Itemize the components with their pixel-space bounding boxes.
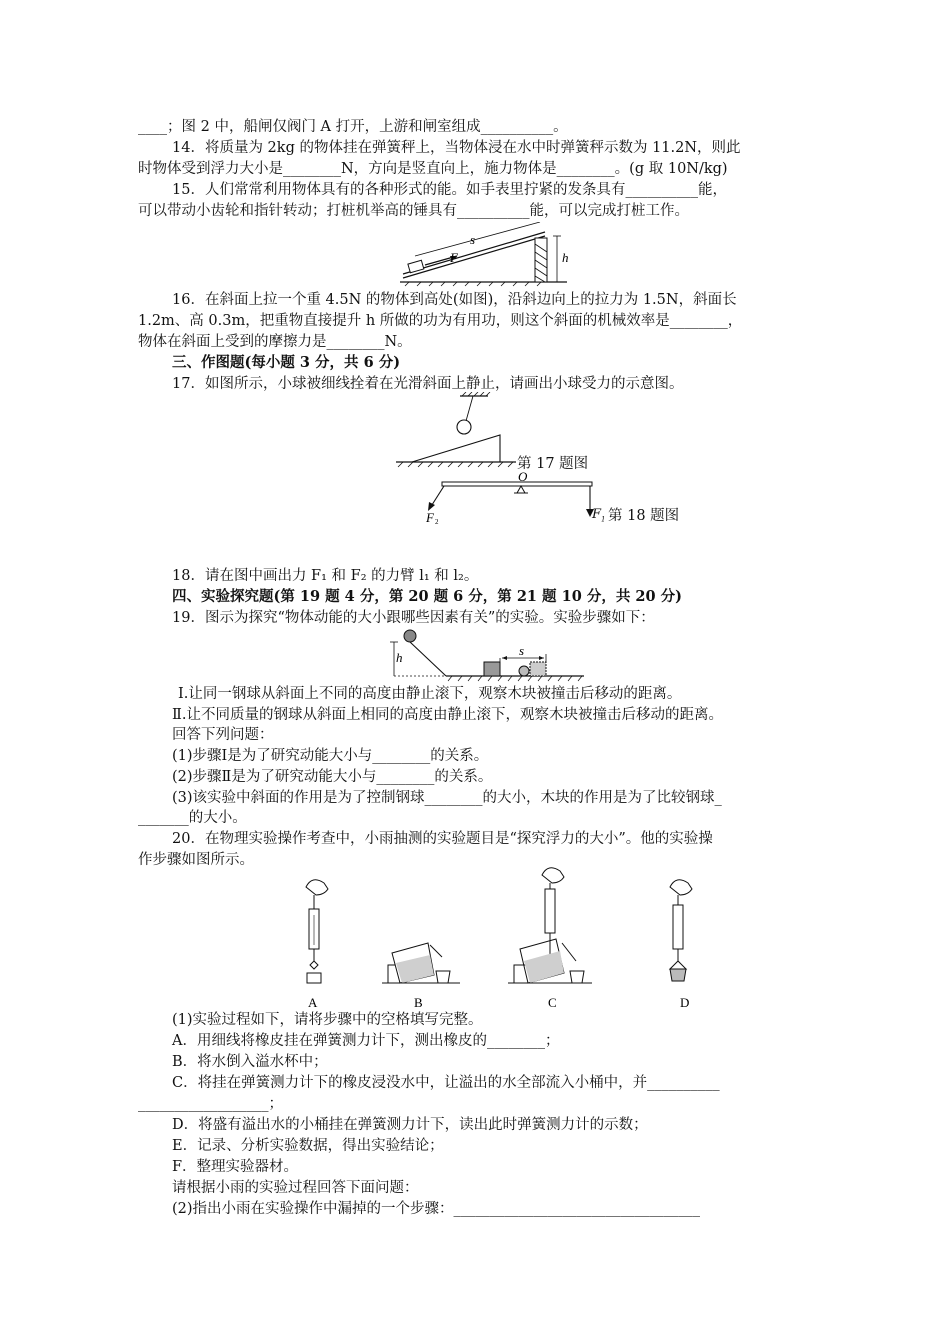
q19-sub-2: (2)步骤Ⅱ是为了研究动能大小与________的关系。 — [172, 769, 493, 785]
label-D: D — [680, 995, 690, 1010]
label-A: A — [308, 995, 318, 1010]
q20-step-E: E．记录、分析实验数据，得出实验结论； — [172, 1138, 444, 1154]
q20-question-intro: 请根据小雨的实验过程回答下面问题： — [172, 1180, 419, 1196]
incline-figure-16 — [395, 222, 575, 288]
section-3-heading: 三、作图题(每小题 3 分，共 6 分) — [172, 354, 401, 371]
fig17-caption: 第 17 题图 — [517, 456, 589, 472]
label-s: s — [470, 232, 476, 247]
label-h-19: h — [396, 650, 403, 665]
q19-step-1: Ⅰ.让同一钢球从斜面上不同的高度由静止滚下，观察木块被撞击后移动的距离。 — [178, 686, 682, 702]
section-4-heading: 四、实验探究题(第 19 题 4 分，第 20 题 6 分，第 21 题 10 分，共 20 分) — [172, 588, 682, 605]
label-F1: $F_1$ — [592, 507, 606, 524]
q19-sub-3-cont: _______的大小。 — [138, 810, 247, 826]
q20-step-C-cont: __________________； — [138, 1096, 283, 1112]
q20-step-A: A．用细线将橡皮挂在弹簧测力计下，测出橡皮的________； — [172, 1033, 560, 1049]
q15-line1: 15．人们常常利用物体具有的各种形式的能。如手表里拧紧的发条具有__________能， — [172, 182, 727, 198]
q19-step-2: Ⅱ.让不同质量的钢球从斜面上相同的高度由静止滚下，观察木块被撞击后移动的距离。 — [172, 707, 723, 723]
apparatus-C — [508, 868, 592, 983]
q15-line2: 可以带动小齿轮和指针转动；打桩机举高的锤具有__________能，可以完成打桩工作。 — [138, 203, 689, 219]
q20-step-F: F．整理实验器材。 — [172, 1159, 299, 1175]
q19-prompt: 回答下列问题： — [172, 727, 274, 743]
label-B: B — [414, 995, 423, 1010]
lever-figure-18 — [420, 472, 600, 528]
q14-line1: 14．将质量为 2kg 的物体挂在弹簧秤上，当物体浸在水中时弹簧秤示数为 11.2N，则此 — [172, 140, 741, 156]
q17-text: 17．如图所示，小球被细线拴着在光滑斜面上静止，请画出小球受力的示意图。 — [172, 376, 684, 392]
label-C: C — [548, 995, 557, 1010]
q20-step-C: C．将挂在弹簧测力计下的橡皮浸没水中，让溢出的水全部流入小桶中，并__________ — [172, 1075, 720, 1091]
incline-ball-figure-17 — [392, 392, 522, 468]
q13-tail: ____；图 2 中，船闸仅阀门 A 打开，上游和闸室组成__________。 — [138, 119, 568, 135]
q14-line2: 时物体受到浮力大小是________N，方向是竖直向上，施力物体是________。(g 取 10N/kg) — [138, 161, 728, 177]
buoyancy-figure-20 — [292, 865, 712, 1013]
apparatus-D — [670, 880, 692, 981]
label-h: h — [562, 250, 569, 265]
q20-line1: 20．在物理实验操作考查中，小雨抽测的实验题目是“探究浮力的大小”。他的实验操 — [172, 831, 713, 847]
q20-question-2: (2)指出小雨在实验操作中漏掉的一个步骤：__________________________________ — [172, 1201, 701, 1217]
q18-text: 18．请在图中画出力 F₁ 和 F₂ 的力臂 l₁ 和 l₂。 — [172, 568, 479, 584]
label-F2: F — [426, 510, 434, 525]
apparatus-B — [382, 943, 460, 983]
q16-line1: 16．在斜面上拉一个重 4.5N 的物体到高处(如图)，沿斜边向上的拉力为 1.5N，斜面长 — [172, 292, 737, 308]
label-F2-sub: 2 — [435, 518, 439, 526]
fig18-caption: 第 18 题图 — [608, 508, 680, 524]
label-s-19: s — [519, 643, 525, 658]
q20-line2: 作步骤如图所示。 — [138, 852, 254, 868]
q19-text: 19．图示为探究“物体动能的大小跟哪些因素有关”的实验。实验步骤如下： — [172, 610, 655, 626]
q20-step-B: B．将水倒入溢水杯中； — [172, 1054, 328, 1070]
apparatus-A — [306, 880, 328, 983]
kinetic-energy-figure-19 — [388, 628, 588, 684]
q20-step-D: D．将盛有溢出水的小桶挂在弹簧测力计下，读出此时弹簧测力计的示数； — [172, 1117, 648, 1133]
q16-line2: 1.2m、高 0.3m，把重物直接提升 h 所做的功为有用功，则这个斜面的机械效率是________， — [138, 313, 743, 329]
q19-sub-3: (3)该实验中斜面的作用是为了控制钢球________的大小，木块的作用是为了比较钢球_ — [172, 790, 722, 806]
q19-sub-1: (1)步骤Ⅰ是为了研究动能大小与________的关系。 — [172, 748, 489, 764]
q16-line3: 物体在斜面上受到的摩擦力是________N。 — [138, 334, 412, 350]
label-F: F — [450, 250, 458, 265]
q20-step-intro: (1)实验过程如下，请将步骤中的空格填写完整。 — [172, 1012, 483, 1028]
label-O: O — [518, 472, 528, 484]
